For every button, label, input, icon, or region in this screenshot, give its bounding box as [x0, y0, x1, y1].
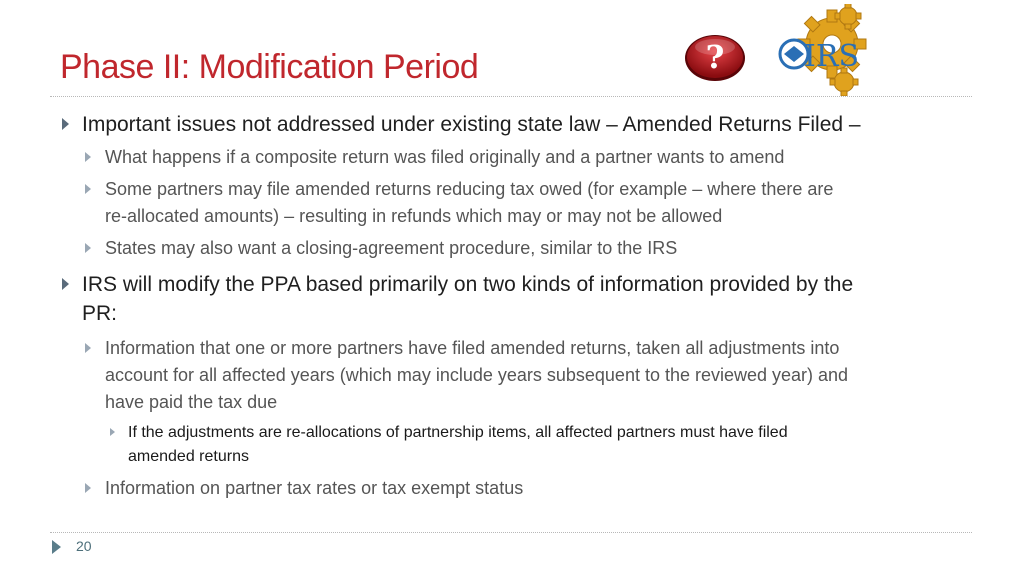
bullet-text: If the adjustments are re-allocations of partnership items, all affected partners must have filed	[128, 424, 788, 441]
subbullet-tax-rates	[105, 475, 523, 502]
bullet-arrow-icon	[110, 428, 115, 436]
bullet-text: Some partners may file amended returns reducing tax owed (for example – where there are	[105, 179, 834, 199]
title-divider	[50, 96, 972, 97]
bullet-arrow-icon	[85, 243, 91, 253]
bullet-text: States may also want a closing-agreement procedure, similar to the IRS	[105, 238, 678, 258]
bullet-irs-modify-ppa	[82, 270, 853, 328]
bullet-arrow-icon	[85, 483, 91, 493]
footer-divider	[50, 532, 972, 533]
subbullet-amended-refunds	[105, 176, 833, 230]
bullet-text: Information that one or more partners have filed amended returns, taken all adjustments into	[105, 338, 840, 358]
bullet-text: IRS will modify the PPA based primarily on two kinds of information provided by the	[82, 273, 854, 296]
bullet-arrow-icon	[62, 278, 69, 290]
question-glyph: ?	[705, 38, 725, 76]
bullet-text: PR:	[82, 302, 118, 325]
bullet-arrow-icon	[85, 184, 91, 194]
subbullet-amended-returns-info	[105, 335, 848, 416]
bullet-text: What happens if a composite return was filed originally and a partner wants to amend	[105, 147, 785, 167]
bullet-text: amended returns	[128, 448, 249, 465]
page-number: 20	[76, 538, 92, 554]
bullet-text: have paid the tax due	[105, 392, 278, 412]
subbullet-composite-return	[105, 144, 784, 171]
bullet-arrow-icon	[85, 343, 91, 353]
bullet-text: Important issues not addressed under existing state law – Amended Returns Filed –	[82, 113, 861, 136]
bullet-text: account for all affected years (which may include years subsequent to the reviewed year) and	[105, 365, 849, 385]
irs-logo-text: IRS	[804, 39, 859, 74]
subbullet-closing-agreement	[105, 235, 677, 262]
bullet-arrow-icon	[85, 152, 91, 162]
subsubbullet-reallocations	[128, 421, 788, 469]
bullet-text: re-allocated amounts) – resulting in refunds which may or may not be allowed	[105, 206, 723, 226]
slide-title: Phase II: Modification Period	[60, 48, 479, 86]
bullet-text: Information on partner tax rates or tax exempt status	[105, 478, 524, 498]
bullet-amended-returns	[82, 110, 861, 139]
footer-arrow-icon	[52, 540, 61, 554]
bullet-arrow-icon	[62, 118, 69, 130]
question-mark-icon[interactable]	[684, 34, 746, 82]
irs-gear-logo	[768, 4, 880, 96]
